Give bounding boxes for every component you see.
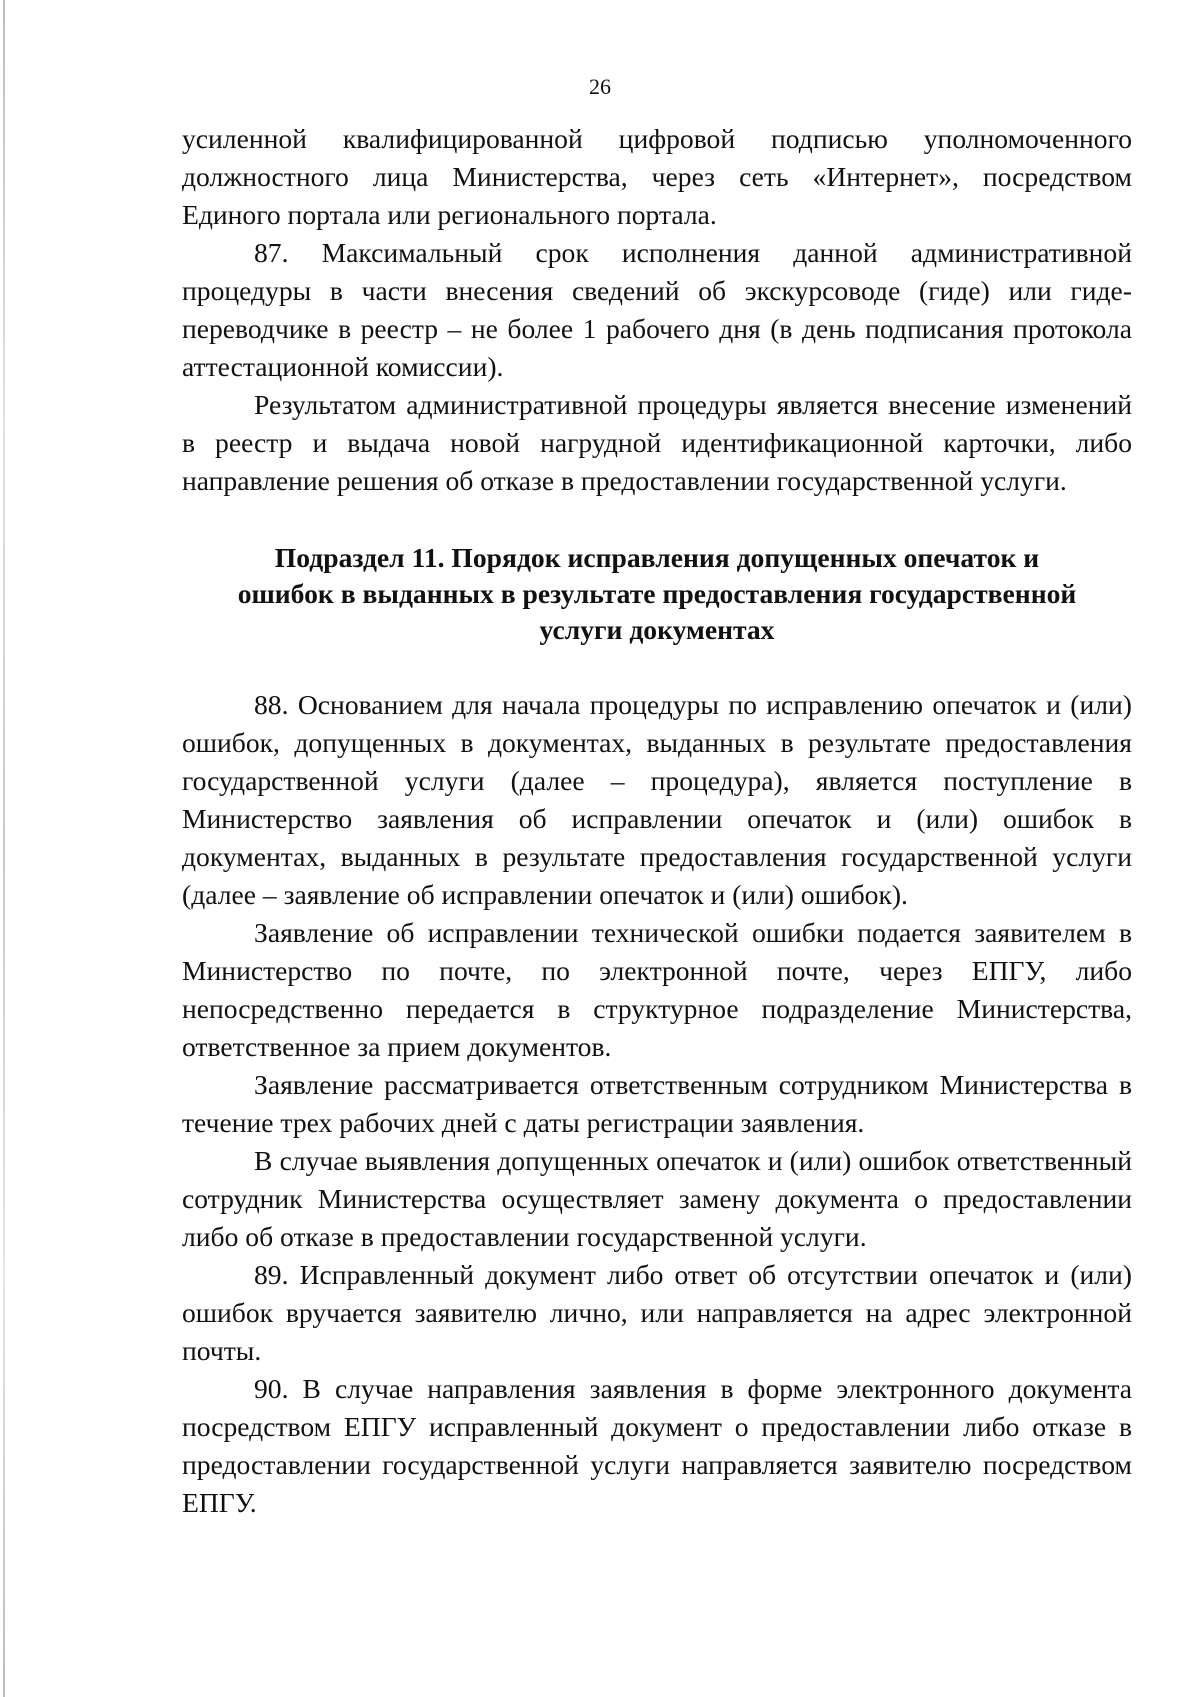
section-heading-line-2: ошибок в выданных в результате предоставления государственной (237, 578, 1077, 609)
document-body (182, 120, 1132, 1522)
paragraph-result: Результатом административной процедуры является внесение изменений в реестр и выдача новой нагрудной идентификационной карточки, либо направление решения об отказе в предоставлении государственной услуги. (182, 389, 1132, 496)
section-heading-line-3: услуги документах (539, 614, 775, 645)
paragraph-application-review: Заявление рассматривается ответственным сотрудником Министерства в течение трех рабочих дней с даты регистрации заявления. (182, 1069, 1132, 1138)
paragraph-90: 90. В случае направления заявления в форме электронного документа посредством ЕПГУ исправленный документ о предоставлении либо отказе в предоставлении государственной услуги направляется заявителю посредством ЕПГУ. (182, 1373, 1132, 1518)
scan-edge-line (3, 0, 5, 1697)
paragraph-technical-error-application: Заявление об исправлении технической ошибки подается заявителем в Министерство по почте, по электронной почте, через ЕПГУ, либо непосредственно передается в структурное подразделение Министерства, ответственное за прием документов. (182, 917, 1132, 1062)
paragraph-88: 88. Основанием для начала процедуры по исправлению опечаток и (или) ошибок, допущенных в документах, выданных в результате предоставления государственной услуги (далее – процедура), является поступление в Министерство заявления об исправлении опечаток и (или) ошибок в документах, выданных в результате предоставления государственной услуги (далее – заявление об исправлении опечаток и (или) ошибок). (182, 689, 1132, 910)
paragraph-87: 87. Максимальный срок исполнения данной административной процедуры в части внесения сведений об экскурсоводе (гиде) или гиде-переводчике в реестр – не более 1 рабочего дня (в день подписания протокола аттестационной комиссии). (182, 237, 1132, 382)
section-heading (182, 540, 1132, 648)
paragraph-error-detection: В случае выявления допущенных опечаток и (или) ошибок ответственный сотрудник Министерства осуществляет замену документа о предоставлении либо об отказе в предоставлении государственной услуги. (182, 1145, 1132, 1252)
paragraph-89: 89. Исправленный документ либо ответ об отсутствии опечаток и (или) ошибок вручается заявителю лично, или направляется на адрес электронной почты. (182, 1259, 1132, 1366)
paragraph-continuation: усиленной квалифицированной цифровой подписью уполномоченного должностного лица Министерства, через сеть «Интернет», посредством Единого портала или регионального портала. (182, 123, 1132, 230)
page-number: 26 (589, 74, 611, 99)
section-heading-line-1: Подраздел 11. Порядок исправления допущенных опечаток и (274, 542, 1040, 573)
